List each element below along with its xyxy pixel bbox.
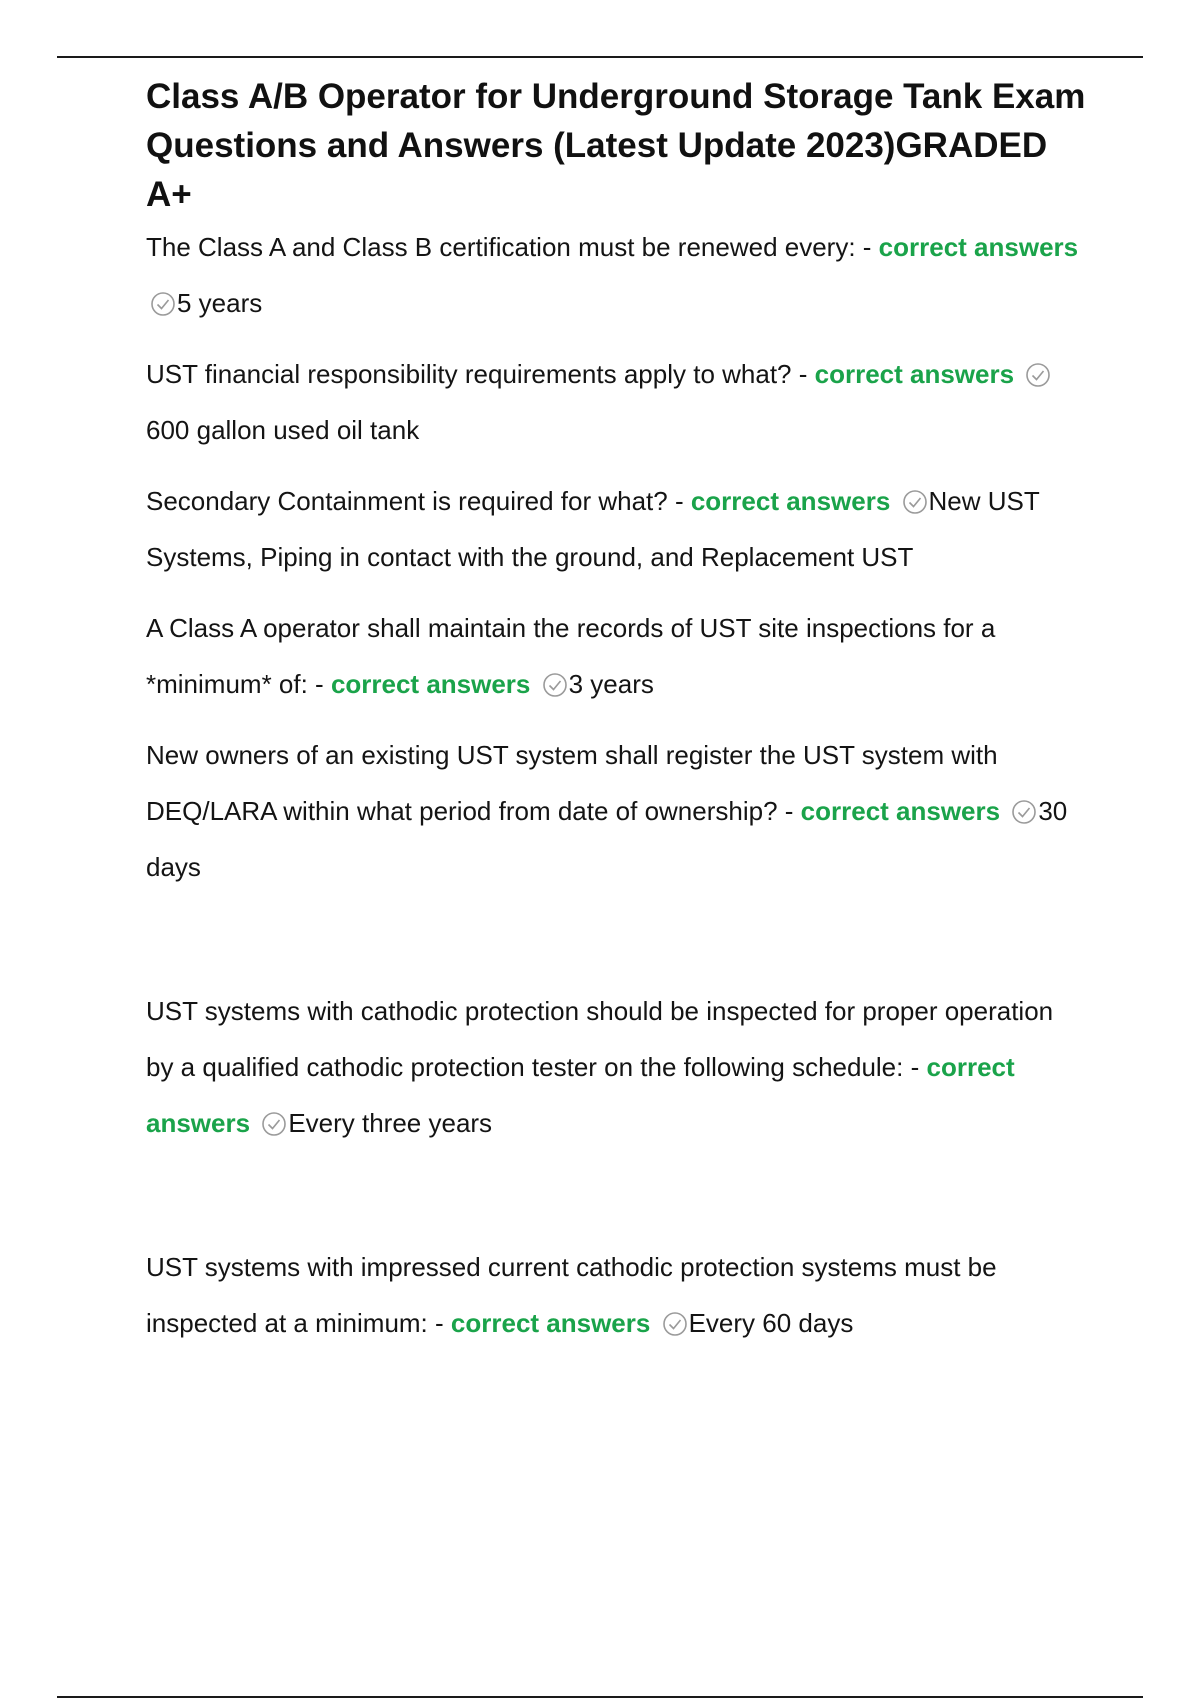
check-circle-icon <box>1025 362 1051 388</box>
check-circle-icon <box>150 291 176 317</box>
answer-text: Every 60 days <box>688 1308 854 1338</box>
separator: - <box>791 359 815 389</box>
question-text: UST systems with impressed current cathodic protection systems must be inspected at a minimum: <box>146 1252 997 1338</box>
document-title: Class A/B Operator for Underground Storage Tank Exam Questions and Answers (Latest Update 2023)GRADED A+ <box>146 77 1086 214</box>
qa-item <box>146 1239 1086 1351</box>
question-text: UST financial responsibility requirements apply to what? <box>146 359 792 389</box>
qa-item <box>146 346 1086 458</box>
question-text: New owners of an existing UST system shall register the UST system with DEQ/LARA within what period from date of ownership? <box>146 740 998 826</box>
qa-item <box>146 727 1086 895</box>
separator: - <box>777 796 801 826</box>
document-body <box>146 72 1086 1351</box>
check-circle-icon <box>542 672 568 698</box>
answer-label: correct answers <box>878 232 1079 262</box>
check-circle-icon <box>1011 799 1037 825</box>
answer-text: 600 gallon used oil tank <box>146 415 420 445</box>
separator: - <box>427 1308 451 1338</box>
question-text: A Class A operator shall maintain the records of UST site inspections for a *minimum* of: <box>146 613 996 699</box>
answer-label: correct answers <box>814 359 1015 389</box>
answer-label: correct answers <box>146 1052 1015 1138</box>
qa-item <box>146 600 1086 712</box>
answer-text: 5 years <box>177 288 263 318</box>
answer-text: 3 years <box>568 669 654 699</box>
qa-item <box>146 219 1086 331</box>
answer-label: correct answers <box>690 486 891 516</box>
answer-text: Every three years <box>288 1108 493 1138</box>
bottom-rule <box>57 1696 1143 1698</box>
qa-item <box>146 983 1086 1151</box>
check-circle-icon <box>902 489 928 515</box>
question-text: UST systems with cathodic protection should be inspected for proper operation by a qualified cathodic protection tester on the following schedule: <box>146 996 1054 1082</box>
answer-text: New UST Systems, Piping in contact with the ground, and Replacement UST <box>146 486 1040 572</box>
question-text: The Class A and Class B certification must be renewed every: <box>146 232 856 262</box>
answer-label: correct answers <box>450 1308 651 1338</box>
separator: - <box>667 486 691 516</box>
check-circle-icon <box>261 1111 287 1137</box>
check-circle-icon <box>662 1311 688 1337</box>
separator: - <box>855 232 879 262</box>
answer-label: correct answers <box>330 669 531 699</box>
top-rule <box>57 56 1143 58</box>
answer-label: correct answers <box>800 796 1001 826</box>
separator: - <box>903 1052 927 1082</box>
question-text: Secondary Containment is required for what? <box>146 486 668 516</box>
qa-item <box>146 473 1086 585</box>
answer-text: 30 days <box>146 796 1068 882</box>
separator: - <box>307 669 331 699</box>
